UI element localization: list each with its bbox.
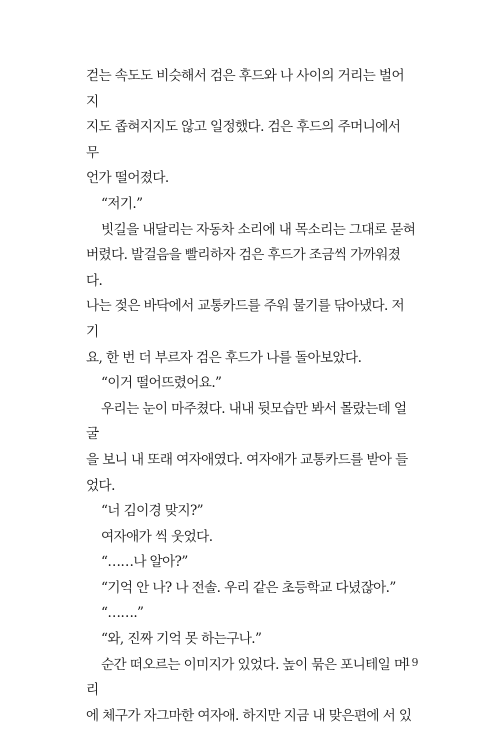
paragraph: 여자애가 씩 웃었다.: [101, 528, 213, 545]
body-text: [86, 64, 416, 729]
paragraph: “…….”: [101, 605, 144, 622]
paragraph: 우리는 눈이 마주쳤다. 내내 뒷모습만 봐서 몰랐는데 얼굴 을 보니 내 또래 여자애였다. 여자애가 교통카드를 받아 들 었다.: [86, 400, 408, 494]
paragraph: 순간 떠오르는 이미지가 있었다. 높이 묶은 포니테일 머리 에 체구가 자그마한 여자애. 하지만 지금 내 맞은편에 서 있: [86, 656, 412, 724]
paragraph: “기억 안 나? 나 전솔. 우리 같은 초등학교 다녔잖아.”: [101, 579, 396, 596]
paragraph: “와, 진짜 기억 못 하는구나.”: [101, 631, 262, 648]
paragraph: “……나 알아?”: [101, 554, 188, 571]
paragraph: “이거 떨어뜨렸어요.”: [101, 375, 222, 392]
paragraph: “너 김이경 맞지?”: [101, 503, 204, 520]
paragraph: 빗길을 내달리는 자동차 소리에 내 목소리는 그대로 묻혀 버렸다. 발걸음을 빨리하자 검은 후드가 조금씩 가까워졌다. 나는 젖은 바닥에서 교통카드를 주워 물기를 닦아냈다. 저기 요, 한 번 더 부르자 검은 후드가 나를 돌아보았다.: [86, 221, 416, 366]
paragraph: 걷는 속도도 비슷해서 검은 후드와 나 사이의 거리는 벌어지 지도 좁혀지지도 않고 일정했다. 검은 후드의 주머니에서 무 언가 떨어졌다.: [86, 68, 404, 187]
page-number: 19: [404, 656, 419, 669]
paragraph: “저기.”: [101, 195, 143, 212]
